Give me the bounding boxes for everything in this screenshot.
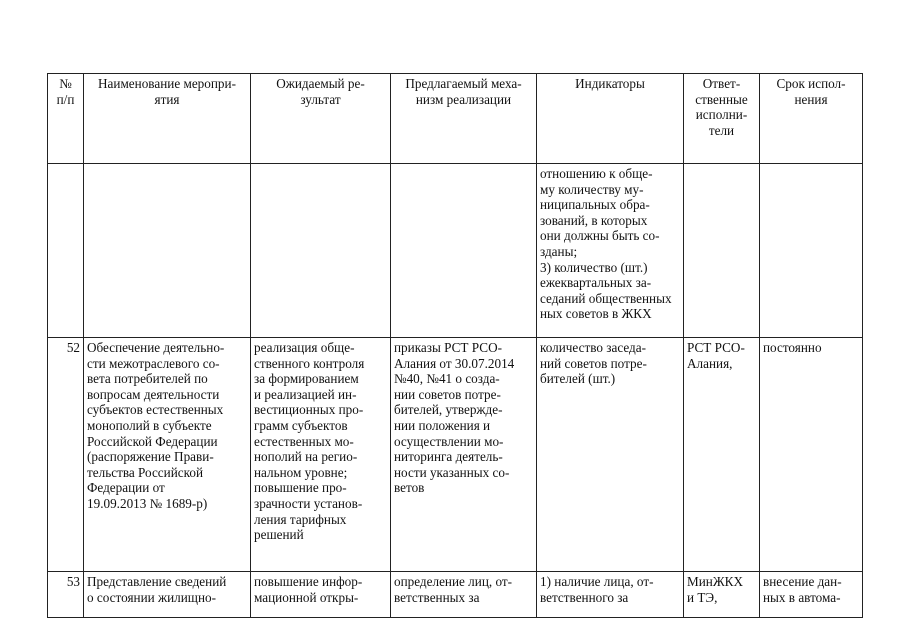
text-line: за формированием [254, 371, 359, 387]
text-line: Индикаторы [575, 76, 645, 91]
text-line: Алания от 30.07.2014 [394, 355, 515, 371]
text-line: тели [708, 122, 735, 138]
text-line: ных советов в ЖКХ [540, 306, 652, 322]
table-header-row [48, 74, 863, 164]
row-indicators [537, 338, 684, 572]
text-line: нальном уровне; [254, 464, 348, 480]
text-line: и ТЭ, [687, 589, 718, 605]
row-result [251, 338, 391, 572]
text-line: внесение дан- [763, 574, 842, 589]
text-line: п/п [56, 91, 75, 107]
text-line: естественных мо- [254, 433, 354, 449]
row-executors [684, 338, 760, 572]
text-line: ления тарифных [254, 511, 347, 527]
row-num: 52 [48, 338, 84, 572]
text-line: № [59, 76, 72, 91]
text-line: зультат [300, 91, 341, 107]
row-deadline [760, 338, 863, 572]
text-line: 1) наличие лица, от- [540, 574, 654, 589]
text-line: определение лиц, от- [394, 574, 513, 589]
text-line: 3) количество (шт.) [540, 259, 648, 275]
text-line: Федерации от [87, 480, 165, 496]
text-line: нии советов потре- [394, 386, 501, 402]
text-line: приказы РСТ РСО- [394, 340, 502, 355]
text-line: МинЖКХ [687, 574, 743, 589]
row-indicators [537, 572, 684, 618]
text-line: ности указанных со- [394, 464, 510, 480]
text-line: (распоряжение Прави- [87, 449, 214, 465]
row-executors [684, 164, 760, 338]
text-line: вопросам деятельности [87, 386, 220, 402]
text-line: мационной откры- [254, 589, 359, 605]
text-line: бителей, утвержде- [394, 402, 503, 418]
row-name [84, 164, 251, 338]
text-line: низм реализации [415, 91, 512, 107]
text-line: Представление сведений [87, 574, 227, 589]
row-result [251, 572, 391, 618]
text-line: нии положения и [394, 417, 491, 433]
text-line: №40, №41 о созда- [394, 371, 500, 387]
text-line: седаний общественных [540, 290, 672, 306]
text-line: постоянно [763, 340, 822, 355]
text-line: Ответ- [702, 76, 741, 91]
text-line: ний советов потре- [540, 355, 647, 371]
header-result [251, 74, 391, 164]
text-line: ветственных за [394, 589, 480, 605]
text-line: Срок испол- [776, 76, 846, 91]
header-num [48, 74, 84, 164]
table-row [48, 338, 863, 572]
text-line: реализация обще- [254, 340, 355, 355]
row-mechanism [391, 338, 537, 572]
text-line: Предлагаемый меха- [405, 76, 522, 91]
text-line: ежеквартальных за- [540, 275, 652, 291]
row-mechanism [391, 164, 537, 338]
text-line: ственные [695, 91, 748, 107]
text-line: решений [254, 527, 304, 543]
text-line: Ожидаемый ре- [276, 76, 365, 91]
text-line: сти межотраслевого со- [87, 355, 220, 371]
text-line: Обеспечение деятельно- [87, 340, 225, 355]
text-line: ниторинга деятель- [394, 449, 503, 465]
text-line: ственного контроля [254, 355, 365, 371]
text-line: бителей (шт.) [540, 371, 616, 387]
text-line: ветственного за [540, 589, 629, 605]
row-name [84, 572, 251, 618]
text-line: осуществлении мо- [394, 433, 504, 449]
table-row [48, 572, 863, 618]
text-line: повышение про- [254, 480, 347, 496]
text-line: они должны быть со- [540, 228, 660, 244]
row-deadline [760, 164, 863, 338]
text-line: Наименование меропри- [98, 76, 236, 91]
text-line: количество заседа- [540, 340, 646, 355]
text-line: субъектов естественных [87, 402, 224, 418]
row-executors [684, 572, 760, 618]
measures-table [47, 73, 863, 618]
text-line: вета потребителей по [87, 371, 208, 387]
header-name [84, 74, 251, 164]
row-indicators [537, 164, 684, 338]
row-name [84, 338, 251, 572]
text-line: грамм субъектов [254, 417, 348, 433]
text-line: ных в автома- [763, 589, 841, 605]
text-line: и реализацией ин- [254, 386, 357, 402]
header-mechanism [391, 74, 537, 164]
text-line: зданы; [540, 243, 578, 259]
header-executors [684, 74, 760, 164]
text-line: РСТ РСО- [687, 340, 745, 355]
text-line: ятия [154, 91, 180, 107]
header-deadline [760, 74, 863, 164]
header-indicators [537, 74, 684, 164]
row-num [48, 164, 84, 338]
text-line: нополий на регио- [254, 449, 358, 465]
text-line: о состоянии жилищно- [87, 589, 216, 605]
row-result [251, 164, 391, 338]
text-line: зрачности установ- [254, 495, 363, 511]
table-row [48, 164, 863, 338]
row-num: 53 [48, 572, 84, 618]
text-line: му количеству му- [540, 181, 644, 197]
row-mechanism [391, 572, 537, 618]
text-line: отношению к обще- [540, 166, 653, 181]
text-line: зований, в которых [540, 212, 648, 228]
text-line: повышение инфор- [254, 574, 363, 589]
row-deadline [760, 572, 863, 618]
text-line: Алания, [687, 355, 733, 371]
text-line: нения [794, 91, 828, 107]
text-line: ветов [394, 480, 425, 496]
text-line: Российской Федерации [87, 433, 218, 449]
text-line: тельства Российской [87, 464, 204, 480]
text-line: 19.09.2013 № 1689-р) [87, 495, 208, 511]
text-line: вестиционных про- [254, 402, 364, 418]
text-line: исполни- [695, 107, 748, 123]
text-line: монополий в субъекте [87, 417, 212, 433]
text-line: ниципальных обра- [540, 197, 650, 213]
